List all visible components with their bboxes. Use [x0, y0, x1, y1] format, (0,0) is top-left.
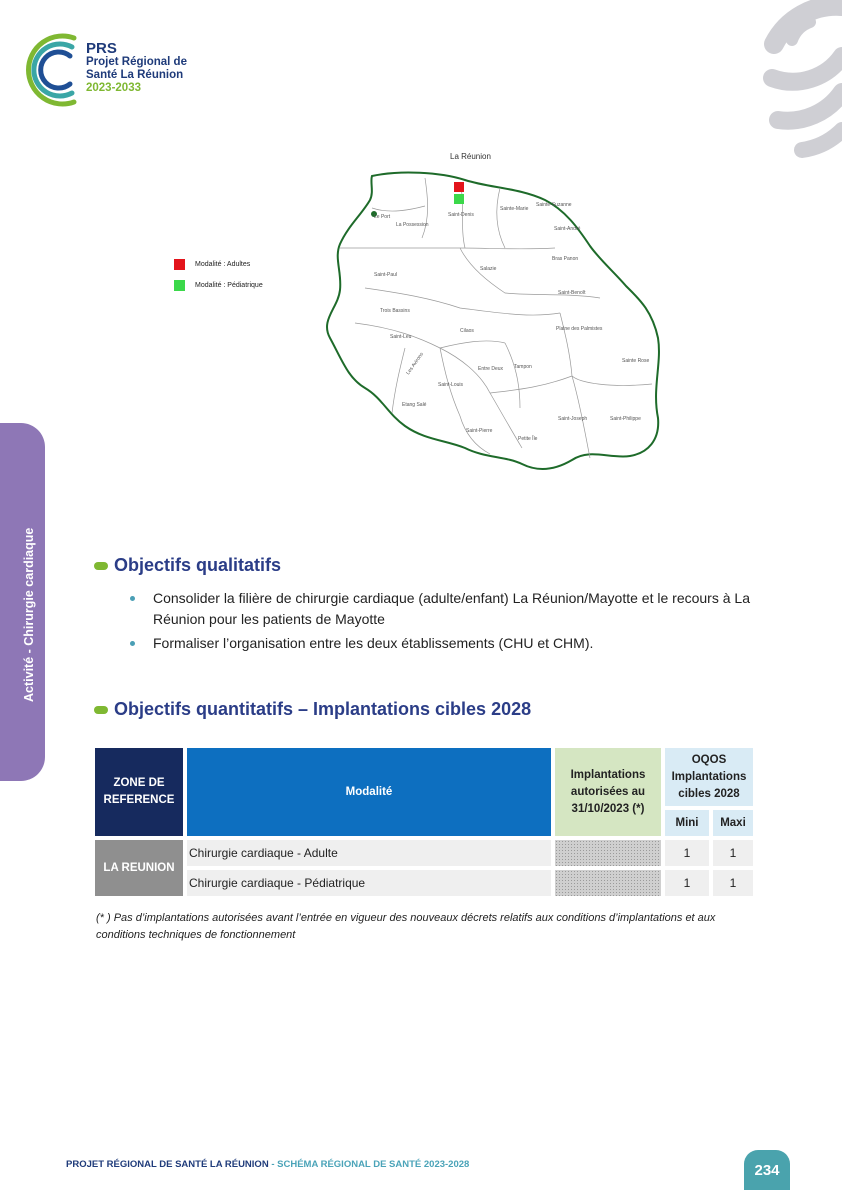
header-modalite: Modalité — [187, 748, 551, 836]
logo-line-2: Santé La Réunion — [86, 69, 184, 81]
header-implantations: Implantations autorisées au 31/10/2023 (*) — [555, 748, 661, 836]
commune-label: Les Avirons — [405, 351, 425, 377]
commune-label: Trois Bassins — [380, 308, 410, 314]
commune-label: Cilaos — [460, 328, 474, 334]
commune-label: Entre Deux — [478, 366, 504, 372]
heading-pill-icon — [94, 706, 108, 714]
row-modalite: Chirurgie cardiaque - Pédiatrique — [187, 870, 551, 896]
header-mini: Mini — [665, 810, 709, 836]
row-implantations-hatched — [555, 840, 661, 866]
list-item: Consolider la filière de chirurgie cardiaque (adulte/enfant) La Réunion/Mayotte et le recours à La Réunion pour les patients de Mayotte — [128, 588, 750, 630]
quantitative-heading — [94, 699, 531, 720]
commune-label: Saint-Denis — [448, 212, 474, 218]
prs-logo — [24, 28, 244, 112]
page-number: 234 — [744, 1150, 790, 1190]
map-title: La Réunion — [450, 152, 491, 161]
row-maxi: 1 — [713, 840, 753, 866]
page-footer — [66, 1159, 469, 1170]
commune-label: Plaine des Palmistes — [556, 326, 603, 332]
quantitative-heading-text: Objectifs quantitatifs – Implantations cibles 2028 — [114, 699, 532, 719]
qualitative-heading-text: Objectifs qualitatifs — [114, 555, 282, 575]
commune-label: Bras Panon — [552, 256, 579, 262]
commune-label: Saint-Louis — [438, 382, 464, 388]
legend-label: Modalité : Adultes — [195, 260, 251, 268]
logo-years: 2023-2033 — [86, 82, 141, 94]
logo-prs: PRS — [86, 40, 117, 57]
row-implantations-hatched — [555, 870, 661, 896]
commune-label: Saint-Philippe — [610, 416, 641, 422]
commune-label: Saint-Pierre — [466, 428, 493, 434]
qualitative-heading — [94, 555, 281, 576]
commune-label: Saint-Benoît — [558, 290, 586, 296]
commune-label: Tampon — [514, 364, 532, 370]
row-maxi: 1 — [713, 870, 753, 896]
prs-logo-icon — [24, 28, 84, 112]
row-modalite: Chirurgie cardiaque - Adulte — [187, 840, 551, 866]
footer-part-1: PROJET RÉGIONAL DE SANTÉ LA RÉUNION — [66, 1159, 269, 1170]
commune-label: Saint-Joseph — [558, 416, 588, 422]
table-footnote: (* ) Pas d’implantations autorisées avant l’entrée en vigueur des nouveaux décrets relatifs aux conditions d’implantations et aux conditions techniques de fonctionnement — [96, 912, 716, 941]
decorative-arcs-icon — [692, 0, 842, 160]
qualitative-bullets — [128, 588, 750, 657]
commune-label: Sainte Rose — [622, 358, 650, 364]
reunion-map — [160, 148, 680, 478]
legend-label: Modalité : Pédiatrique — [195, 281, 263, 289]
row-mini: 1 — [665, 870, 709, 896]
heading-pill-icon — [94, 562, 108, 570]
list-item: Formaliser l’organisation entre les deux établissements (CHU et CHM). — [128, 633, 750, 654]
implantations-table — [95, 748, 753, 898]
logo-line-1: Projet Régional de — [86, 56, 187, 68]
footer-separator: - — [268, 1159, 278, 1170]
header-maxi: Maxi — [713, 810, 753, 836]
commune-label: Saint-Leu — [390, 334, 412, 340]
commune-label: Etang Salé — [402, 402, 427, 408]
commune-label: Sainte-Marie — [500, 206, 529, 212]
commune-label: Salazie — [480, 266, 497, 272]
commune-label: Le Port — [374, 214, 391, 220]
header-zone: ZONE DE REFERENCE — [95, 748, 183, 836]
commune-label: Saint-André — [554, 226, 581, 232]
row-mini: 1 — [665, 840, 709, 866]
region-cell: LA REUNION — [95, 840, 183, 896]
commune-label: Saint-Paul — [374, 272, 398, 278]
commune-label: Petite Île — [518, 436, 538, 442]
side-tab-label: Activité - Chirurgie cardiaque — [22, 527, 36, 702]
island-outline — [160, 148, 680, 478]
commune-label: La Possession — [396, 222, 429, 228]
footer-part-2: SCHÉMA RÉGIONAL DE SANTÉ 2023-2028 — [277, 1159, 470, 1170]
header-oqos: OQOS Implantations cibles 2028 — [665, 748, 753, 806]
commune-label: Sainte-Suzanne — [536, 202, 572, 208]
